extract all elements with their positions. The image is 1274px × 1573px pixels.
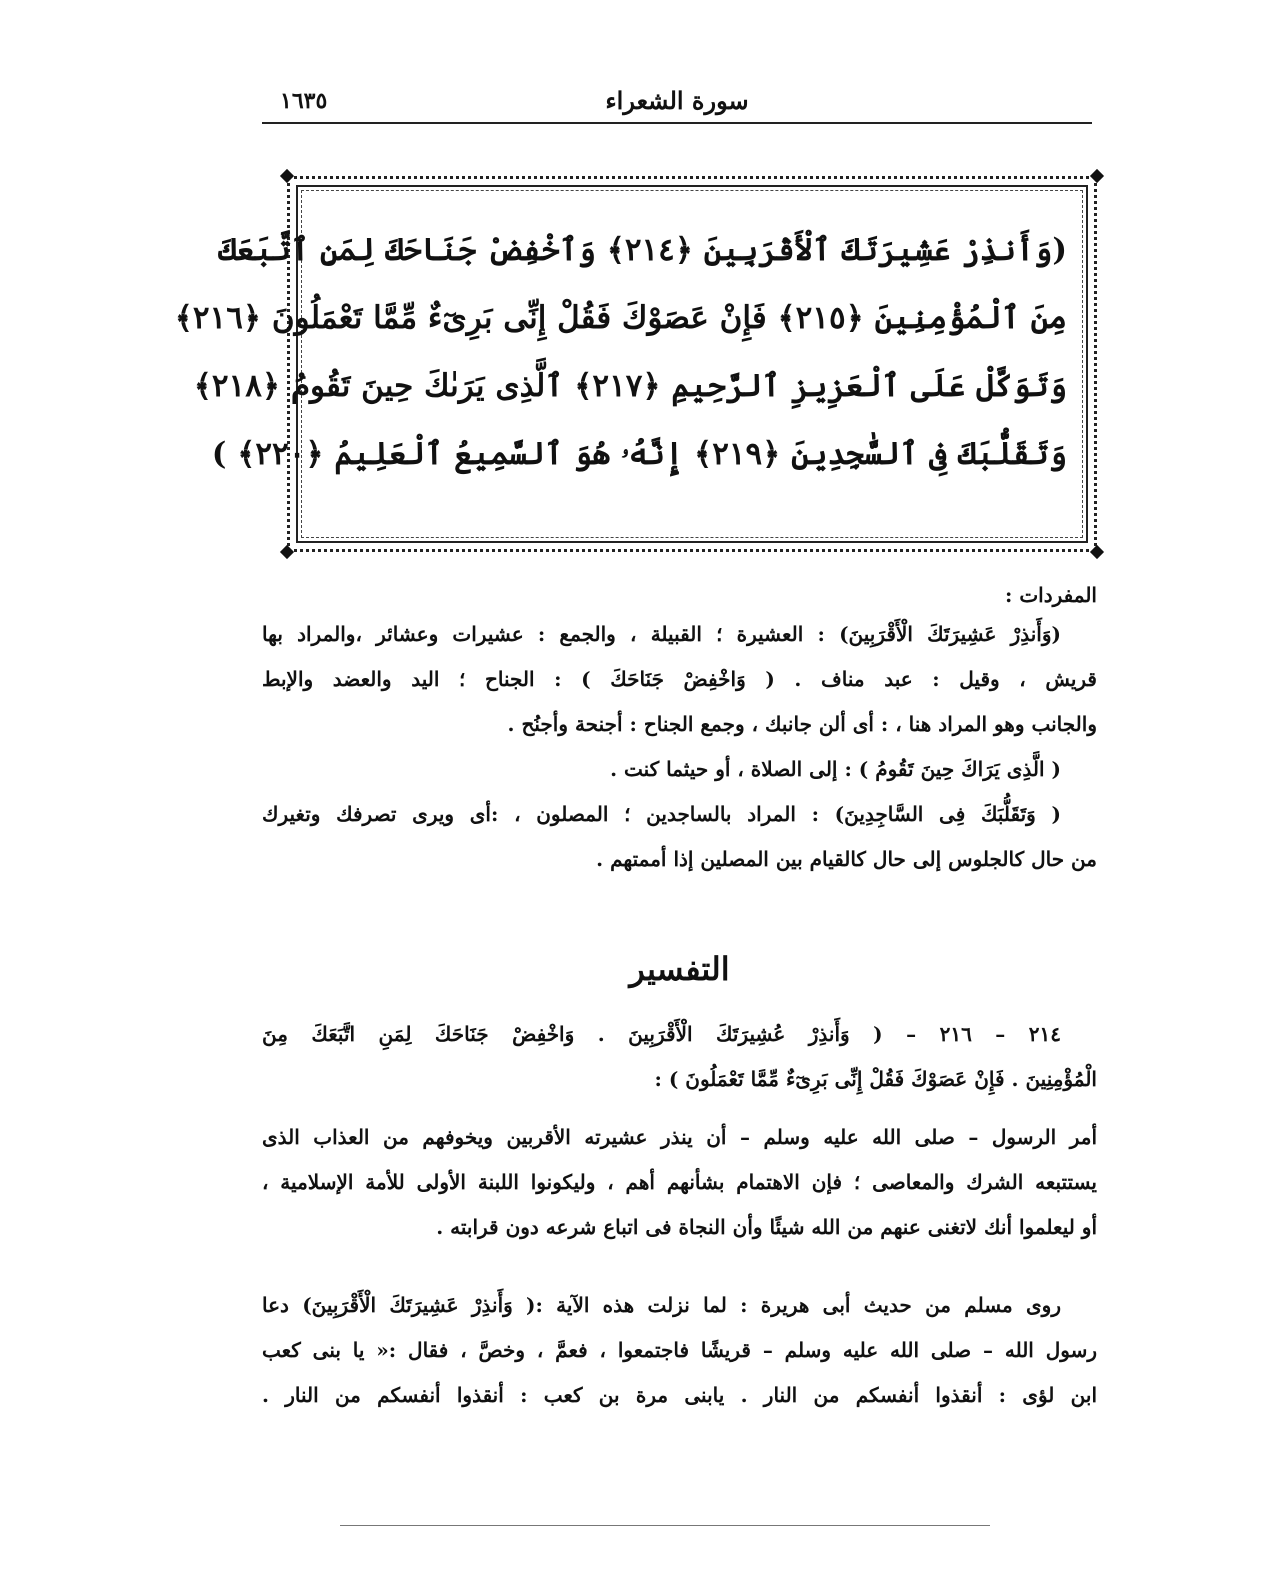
- verse-line: مِنَ ٱلْمُؤْمِنِينَ ﴿٢١٥﴾ فَإِنْ عَصَوْكَ فَقُلْ إِنِّى بَرِىٓءٌ مِّمَّا تَعْمَلُونَ ﴿٢١٦﴾: [174, 300, 1067, 336]
- surah-title: سورة الشعراء: [605, 86, 749, 115]
- tafsir-paragraph-1: [262, 1115, 1097, 1250]
- verse-line: وَتَوَكَّلْ عَلَى ٱلْعَزِيزِ ٱلرَّحِيمِ ﴿٢١٧﴾ ٱلَّذِى يَرَىٰكَ حِينَ تَقُومُ ﴿٢١٨﴾: [193, 368, 1067, 404]
- mufradat-heading: المفردات :: [1004, 583, 1097, 607]
- paragraph-line: ابن لؤى : أنقذوا أنفسكم من النار . يابنى مرة بن كعب : أنقذوا أنفسكم من النار .: [262, 1383, 1097, 1407]
- tafsir-heading-line: الْمُؤْمِنِينَ . فَإِنْ عَصَوْكَ فَقُلْ إِنِّى بَرِىٓءٌ مِّمَّا تَعْمَلُونَ ) :: [654, 1067, 1097, 1091]
- tafsir-verse-heading: [262, 1012, 1097, 1102]
- mufradat-line: ( وَتَقَلُّبَكَ فِى السَّاجِدِينَ) : المراد بالساجدين ؛ المصلون ، :أى ويرى تصرفك وتغيرك: [262, 802, 1061, 826]
- mufradat-line: ( الَّذِى يَرَاكَ حِينَ تَقُومُ ) : إلى الصلاة ، أو حيثما كنت .: [610, 757, 1061, 781]
- verse-line: (وَأَنذِرْ عَشِيرَتَكَ ٱلْأَقْرَبِينَ ﴿٢١٤﴾ وَٱخْفِضْ جَنَاحَكَ لِمَنِ ٱتَّبَعَكَ: [218, 232, 1067, 268]
- verses-ornamental-frame: [174, 176, 1097, 552]
- mufradat-line: من حال كالجلوس إلى حال كالقيام بين المصلين إذا أممتهم .: [596, 847, 1097, 871]
- page-header: [262, 82, 1092, 122]
- paragraph-line: رسول الله – صلى الله عليه وسلم – قريشًا فاجتمعوا ، فعمَّ ، وخصَّ ، فقال :« يا بنى كعب: [262, 1338, 1097, 1362]
- tafsir-paragraph-2: [262, 1283, 1097, 1418]
- tafsir-heading: التفسير: [629, 950, 730, 988]
- paragraph-line: روى مسلم من حديث أبى هريرة : لما نزلت هذه الآية :( وَأَنذِرْ عَشِيرَتَكَ الْأَقْرَبِينَ) دعا: [262, 1293, 1061, 1317]
- tafsir-heading-line: ٢١٤ – ٢١٦ – ( وَأَنذِرْ عُشِيرَتَكَ الْأَقْرَبِينَ . وَاخْفِضْ جَنَاحَكَ لِمَنِ اتَّبَعَكَ مِنَ: [262, 1022, 1061, 1046]
- mufradat-line: (وَأَنذِرْ عَشِيرَتَكَ الْأَقْرَبِينَ) : العشيرة ؛ القبيلة ، والجمع : عشيرات وعشائر ،والمراد بها: [262, 622, 1061, 646]
- paragraph-line: يستتبعه الشرك والمعاصى ؛ فإن الاهتمام بشأنهم أهم ، وليكونوا اللبنة الأولى للأمة الإسلامية ،: [262, 1170, 1097, 1194]
- mufradat-section: [262, 578, 1097, 882]
- verse-line: وَتَقَلُّبَكَ فِى ٱلسَّٰجِدِينَ ﴿٢١٩﴾ إِنَّهُۥ هُوَ ٱلسَّمِيعُ ٱلْعَلِيمُ ﴿٢٢٠﴾ ): [211, 436, 1067, 472]
- quran-verses: [174, 216, 1067, 488]
- mufradat-line: قريش ، وقيل : عبد مناف . ( وَاخْفِضْ جَنَاحَكَ ) : الجناح ؛ اليد والعضد والإبط: [262, 667, 1097, 691]
- header-divider: [262, 122, 1092, 124]
- footer-divider: [340, 1525, 990, 1526]
- page-number: ١٦٣٥: [280, 88, 328, 114]
- paragraph-line: أمر الرسول – صلى الله عليه وسلم – أن ينذر عشيرته الأقربين ويخوفهم من العذاب الذى: [262, 1125, 1097, 1149]
- mufradat-line: والجانب وهو المراد هنا ، : أى ألن جانبك ، وجمع الجناح : أجنحة وأجنُح .: [507, 712, 1097, 736]
- paragraph-line: أو ليعلموا أنك لاتغنى عنهم من الله شيئًا وأن النجاة فى اتباع شرعه دون قرابته .: [436, 1215, 1097, 1239]
